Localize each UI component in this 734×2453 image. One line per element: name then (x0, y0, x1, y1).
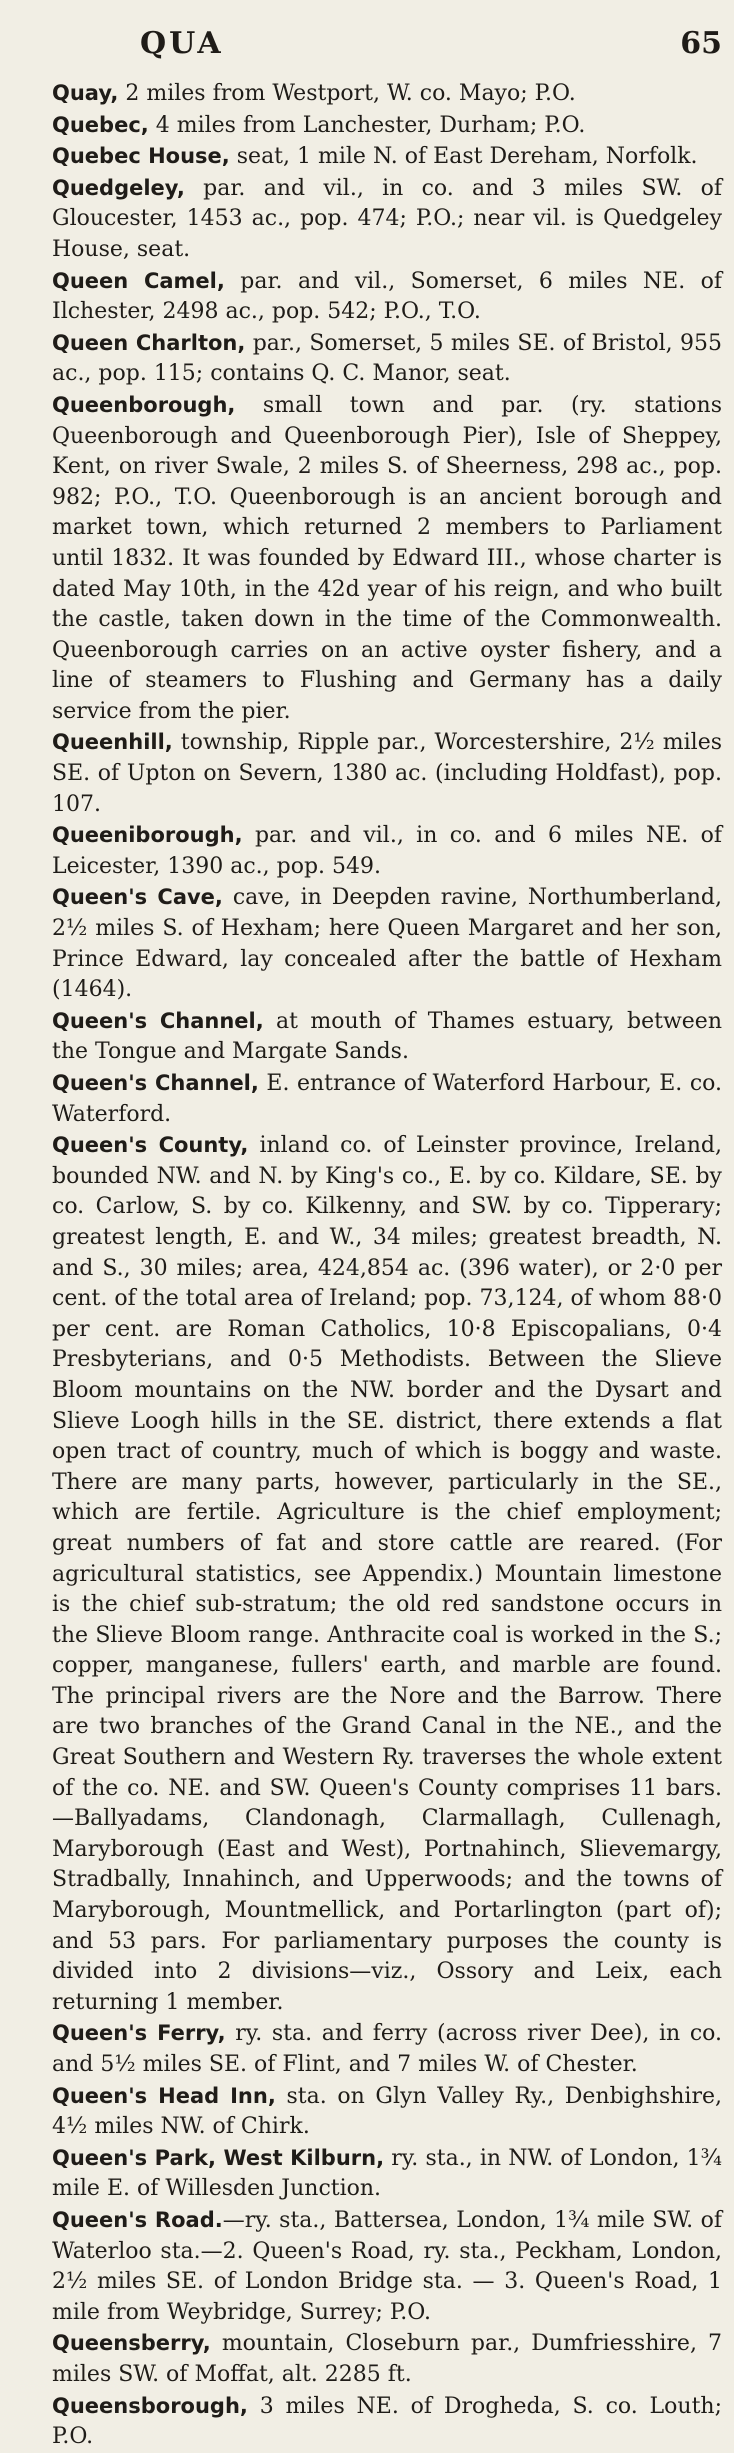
entry-headword: Queen's Park, West Kilburn, (52, 2145, 385, 2170)
entry-queensberry (52, 2328, 722, 2390)
entry-text: par., Somerset, 5 miles SE. of Bristol, 955 ac., pop. 115; contains Q. C. Manor, seat. (52, 330, 722, 387)
entry-quebec-house (52, 141, 722, 173)
entry-text: at mouth of Thames estuary, between the Tongue and Margate Sands. (52, 1008, 722, 1065)
entry-headword: Queen's Channel, (52, 1071, 259, 1095)
entry-headword: Queensborough, (52, 2393, 248, 2418)
entry-headword: Queenhill, (52, 730, 173, 755)
entry-text: par. and vil., Somerset, 6 miles NE. of Ilchester, 2498 ac., pop. 542; P.O., T.O. (52, 268, 722, 325)
entry-text: inland co. of Leinster province, Ireland, bounded NW. and N. by King's co., E. by co. Kildare, SE. by co. Carlow, S. by co. Kilkenny, and SW. by co. Tipperary; greatest length, E. and W., 34 miles; greatest breadth, N. and S., 30 miles; area, 424,854 ac. (396 water), or 2·0 per cent. of the total area of Ireland; pop. 73,124, of whom 88·0 per cent. are Roman Catholics, 10·8 Episcopalians, 0·4 Presbyterians, and 0·5 Methodists. Between the Slieve Bloom mountains on the NW. border and the Dysart and Slieve Loogh hills in the SE. district, there extends a flat open tract of country, much of which is boggy and waste. There are many parts, however, particularly in the SE., which are fertile. Agriculture is the chief employment; great numbers of fat and store cattle are reared. (For agricultural statistics, see Appendix.) Mountain limestone is the chief sub-stratum; the old red sandstone occurs in the Slieve Bloom range. Anthracite coal is worked in the S.; copper, manganese, fullers' earth, and marble are found. The principal rivers are the Nore and the Barrow. There are two branches of the Grand Canal in the NE., and the Great Southern and Western Ry. traverses the whole extent of the co. NE. and SW. Queen's County comprises 11 bars.—Ballyadams, Clandonagh, Clarmallagh, Cullenagh, Maryborough (East and West), Portnahinch, Slievemargy, Stradbally, Innahinch, and Upperwoods; and the towns of Maryborough, Mountmellick, and Portarlington (part of); and 53 pars. For parliamentary purposes the county is divided into 2 divisions—viz., Ossory and Leix, each returning 1 member. (52, 1133, 722, 2015)
entry-text: 2 miles from Westport, W. co. Mayo; P.O. (118, 81, 576, 106)
entry-text: par. and vil., in co. and 3 miles SW. of Gloucester, 1453 ac., pop. 474; P.O.; near vil. is Quedgeley House, seat. (52, 175, 722, 262)
entry-headword: Quay, (52, 81, 119, 105)
entry-text: ry. sta., in NW. of London, 1¾ mile E. of Willesden Junction. (52, 2145, 722, 2202)
entry-headword: Quebec House, (52, 144, 230, 169)
entry-headword: Queen Camel, (52, 268, 225, 293)
entry-text: 3 miles NE. of Drogheda, S. co. Louth; P.O. (52, 2393, 722, 2450)
entry-queen-camel (52, 266, 722, 328)
entry-text: small town and par. (ry. stations Queenborough and Queenborough Pier), Isle of Sheppey, Kent, on river Swale, 2 miles S. of Sheerness, 298 ac., pop. 982; P.O., T.O. Queenborough is an ancient borough and market town, which returned 2 members to Parliament until 1832. It was founded by Edward III., whose charter is dated May 10th, in the 42d year of his reign, and who built the castle, taken down in the time of the Commonwealth. Queenborough carries on an active oyster fishery, and a line of steamers to Flushing and Germany has a daily service from the pier. (52, 392, 722, 724)
entry-queenhill (52, 727, 722, 820)
running-head (52, 0, 722, 78)
entry-queens-ferry (52, 2018, 722, 2080)
entry-queens-cave (52, 882, 722, 1005)
entry-text: township, Ripple par., Worcestershire, 2½ miles SE. of Upton on Severn, 1380 ac. (including Holdfast), pop. 107. (52, 730, 722, 817)
entry-queen-charlton (52, 328, 722, 390)
entry-headword: Queen's Cave, (52, 885, 223, 910)
entry-queenborough (52, 390, 722, 728)
entry-queeniborough (52, 820, 722, 882)
entry-queensborough (52, 2391, 722, 2453)
entry-headword: Queen's Channel, (52, 1008, 264, 1033)
entry-queens-road (52, 2205, 722, 2328)
entry-list (52, 78, 722, 2453)
entry-headword: Queen's Ferry, (52, 2021, 226, 2046)
entry-headword: Queensberry, (52, 2331, 211, 2356)
entry-text: 4 miles from Lanchester, Durham; P.O. (148, 112, 586, 138)
entry-headword: Queenborough, (52, 392, 236, 417)
entry-queens-channel-waterford (52, 1068, 722, 1130)
entry-headword: Queen Charlton, (52, 330, 246, 355)
entry-text: E. entrance of Waterford Harbour, E. co. Waterford. (52, 1071, 722, 1127)
entry-quebec (52, 110, 722, 142)
entry-quay (52, 78, 722, 110)
entry-text: par. and vil., in co. and 6 miles NE. of Leicester, 1390 ac., pop. 549. (52, 823, 722, 879)
entry-headword: Queen's County, (52, 1133, 249, 1158)
entry-queens-channel-thames (52, 1006, 722, 1068)
entry-text: ry. sta. and ferry (across river Dee), in co. and 5½ miles SE. of Flint, and 7 miles W. of Chester. (52, 2021, 723, 2077)
entry-quedgeley (52, 173, 722, 266)
entry-queens-head-inn (52, 2081, 722, 2143)
entry-headword: Queeniborough, (52, 823, 243, 848)
entry-text: mountain, Closeburn par., Dumfriesshire, 7 miles SW. of Moffat, alt. 2285 ft. (52, 2331, 722, 2387)
page-number: 65 (680, 26, 722, 61)
entry-headword: Quedgeley, (52, 175, 185, 200)
entry-text: cave, in Deepden ravine, Northumberland, 2½ miles S. of Hexham; here Queen Margaret and her son, Prince Edward, lay concealed after the battle of Hexham (1464). (52, 885, 722, 1003)
entry-headword: Queen's Head Inn, (52, 2083, 276, 2108)
entry-headword: Queen's Road. (52, 2207, 223, 2232)
running-head-word: QUA (140, 26, 224, 61)
entry-queens-county (52, 1130, 722, 2018)
entry-text: —ry. sta., Battersea, London, 1¾ mile SW. of Waterloo sta.—2. Queen's Road, ry. sta., Peckham, London, 2½ miles SE. of London Bridge sta. — 3. Queen's Road, 1 mile from Weybridge, Surrey; P.O. (52, 2207, 722, 2325)
entry-queens-park (52, 2143, 722, 2205)
entry-text: seat, 1 mile N. of East Dereham, Norfolk. (229, 144, 698, 170)
entry-text: sta. on Glyn Valley Ry., Denbighshire, 4½ miles NW. of Chirk. (52, 2083, 722, 2140)
entry-headword: Quebec, (52, 112, 149, 137)
